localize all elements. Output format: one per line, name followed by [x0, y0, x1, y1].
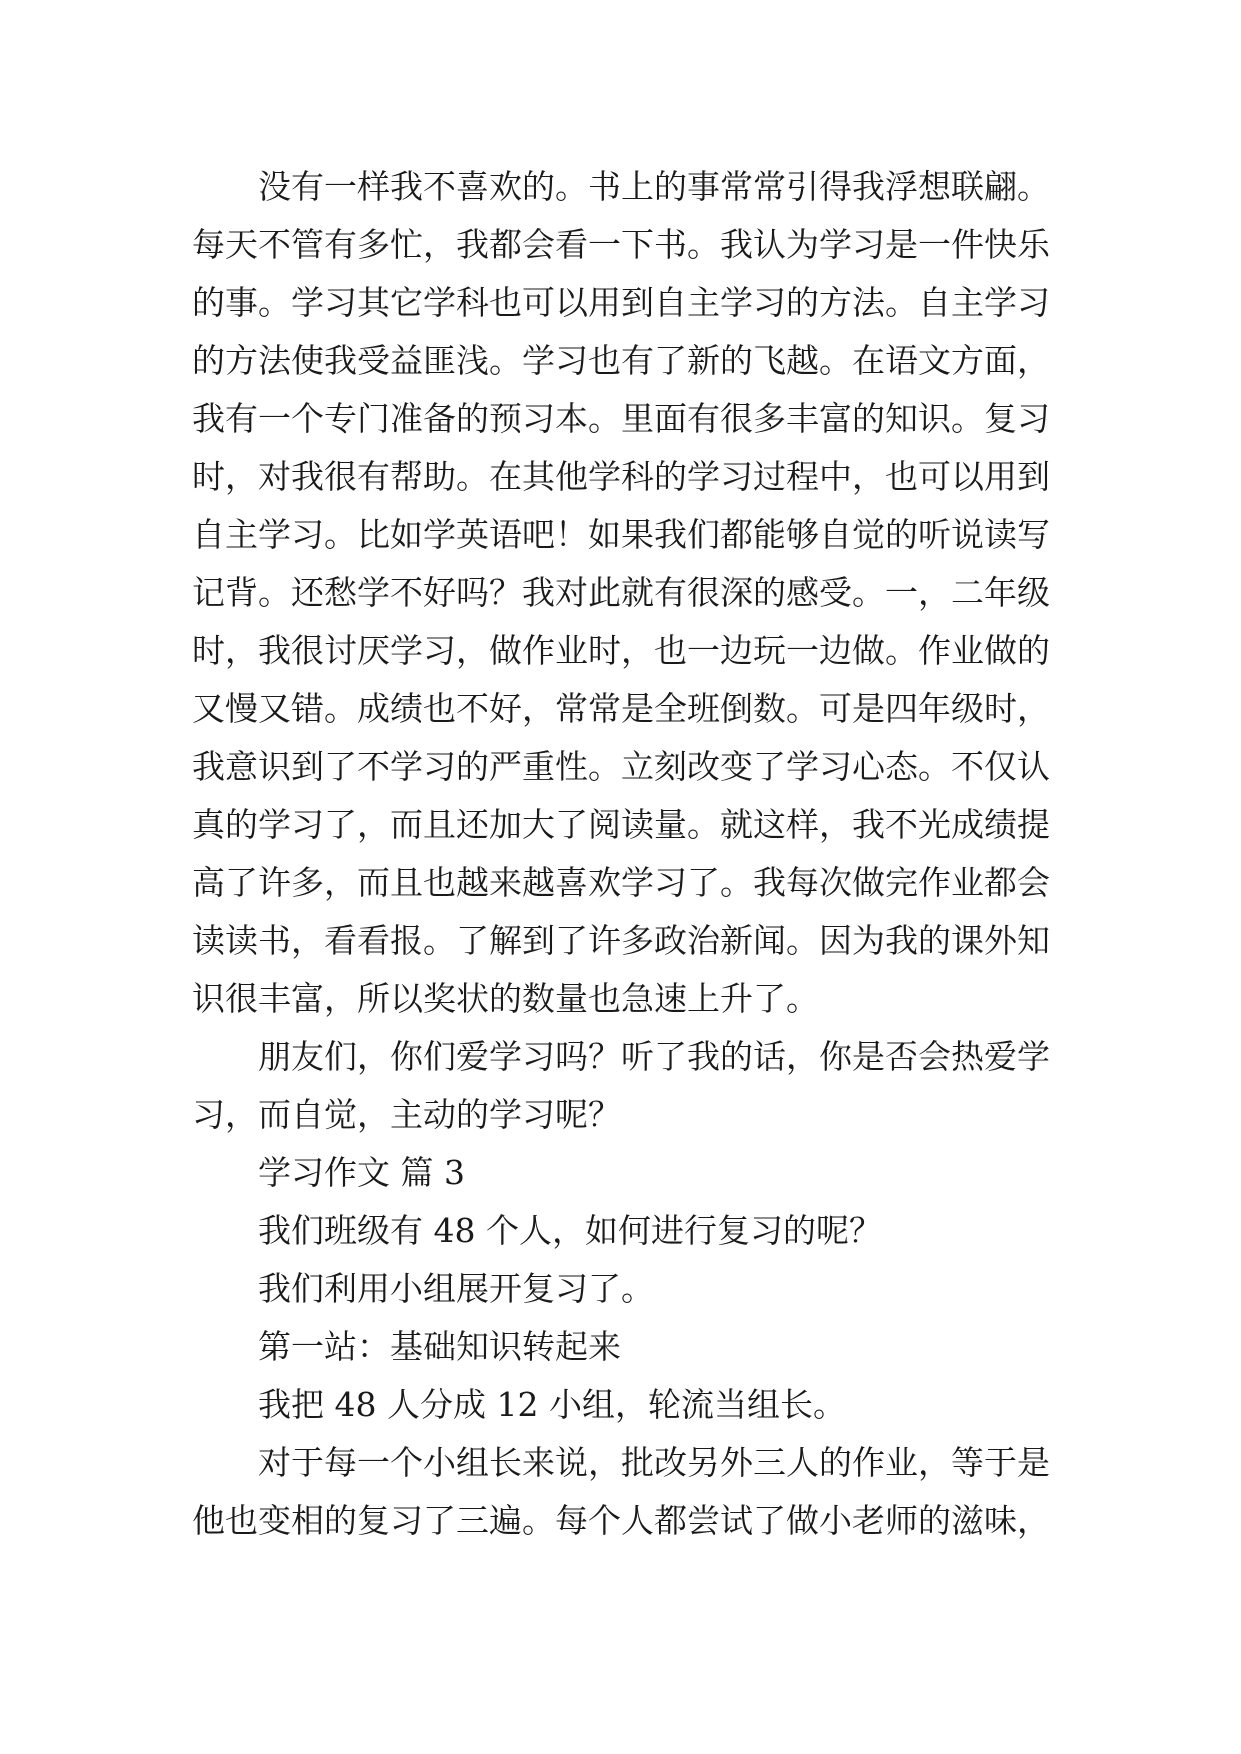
text-line: 的事。学习其它学科也可以用到自主学习的方法。自主学习 — [192, 283, 1050, 322]
text-line: 又慢又错。成绩也不好，常常是全班倒数。可是四年级时， — [192, 689, 1050, 728]
text-line: 我们利用小组展开复习了。 — [258, 1269, 654, 1308]
text-line: 每天不管有多忙，我都会看一下书。我认为学习是一件快乐 — [192, 225, 1050, 264]
text-line: 习，而自觉，主动的学习呢？ — [192, 1095, 621, 1134]
text-line: 第一站：基础知识转起来 — [258, 1327, 621, 1366]
text-line: 对于每一个小组长来说，批改另外三人的作业，等于是 — [258, 1443, 1050, 1482]
text-line: 自主学习。比如学英语吧！如果我们都能够自觉的听说读写 — [192, 515, 1050, 554]
text-line: 朋友们，你们爱学习吗？听了我的话，你是否会热爱学 — [258, 1037, 1050, 1076]
text-line: 时，我很讨厌学习，做作业时，也一边玩一边做。作业做的 — [192, 631, 1050, 670]
text-line: 记背。还愁学不好吗？我对此就有很深的感受。一，二年级 — [192, 573, 1050, 612]
text-line: 我把 48 人分成 12 小组，轮流当组长。 — [258, 1385, 846, 1424]
text-line: 时，对我很有帮助。在其他学科的学习过程中，也可以用到 — [192, 457, 1050, 496]
text-line: 没有一样我不喜欢的。书上的事常常引得我浮想联翩。 — [258, 167, 1050, 206]
text-line: 我意识到了不学习的严重性。立刻改变了学习心态。不仅认 — [192, 747, 1050, 786]
text-line: 真的学习了，而且还加大了阅读量。就这样，我不光成绩提 — [192, 805, 1050, 844]
text-line: 识很丰富，所以奖状的数量也急速上升了。 — [192, 979, 819, 1018]
section-heading: 学习作文 篇 3 — [258, 1153, 465, 1192]
text-line: 他也变相的复习了三遍。每个人都尝试了做小老师的滋味， — [192, 1501, 1050, 1540]
text-line: 的方法使我受益匪浅。学习也有了新的飞越。在语文方面， — [192, 341, 1050, 380]
text-line: 我有一个专门准备的预习本。里面有很多丰富的知识。复习 — [192, 399, 1050, 438]
text-line: 我们班级有 48 个人，如何进行复习的呢？ — [258, 1211, 882, 1250]
text-line: 读读书，看看报。了解到了许多政治新闻。因为我的课外知 — [192, 921, 1050, 960]
text-line: 高了许多，而且也越来越喜欢学习了。我每次做完作业都会 — [192, 863, 1050, 902]
